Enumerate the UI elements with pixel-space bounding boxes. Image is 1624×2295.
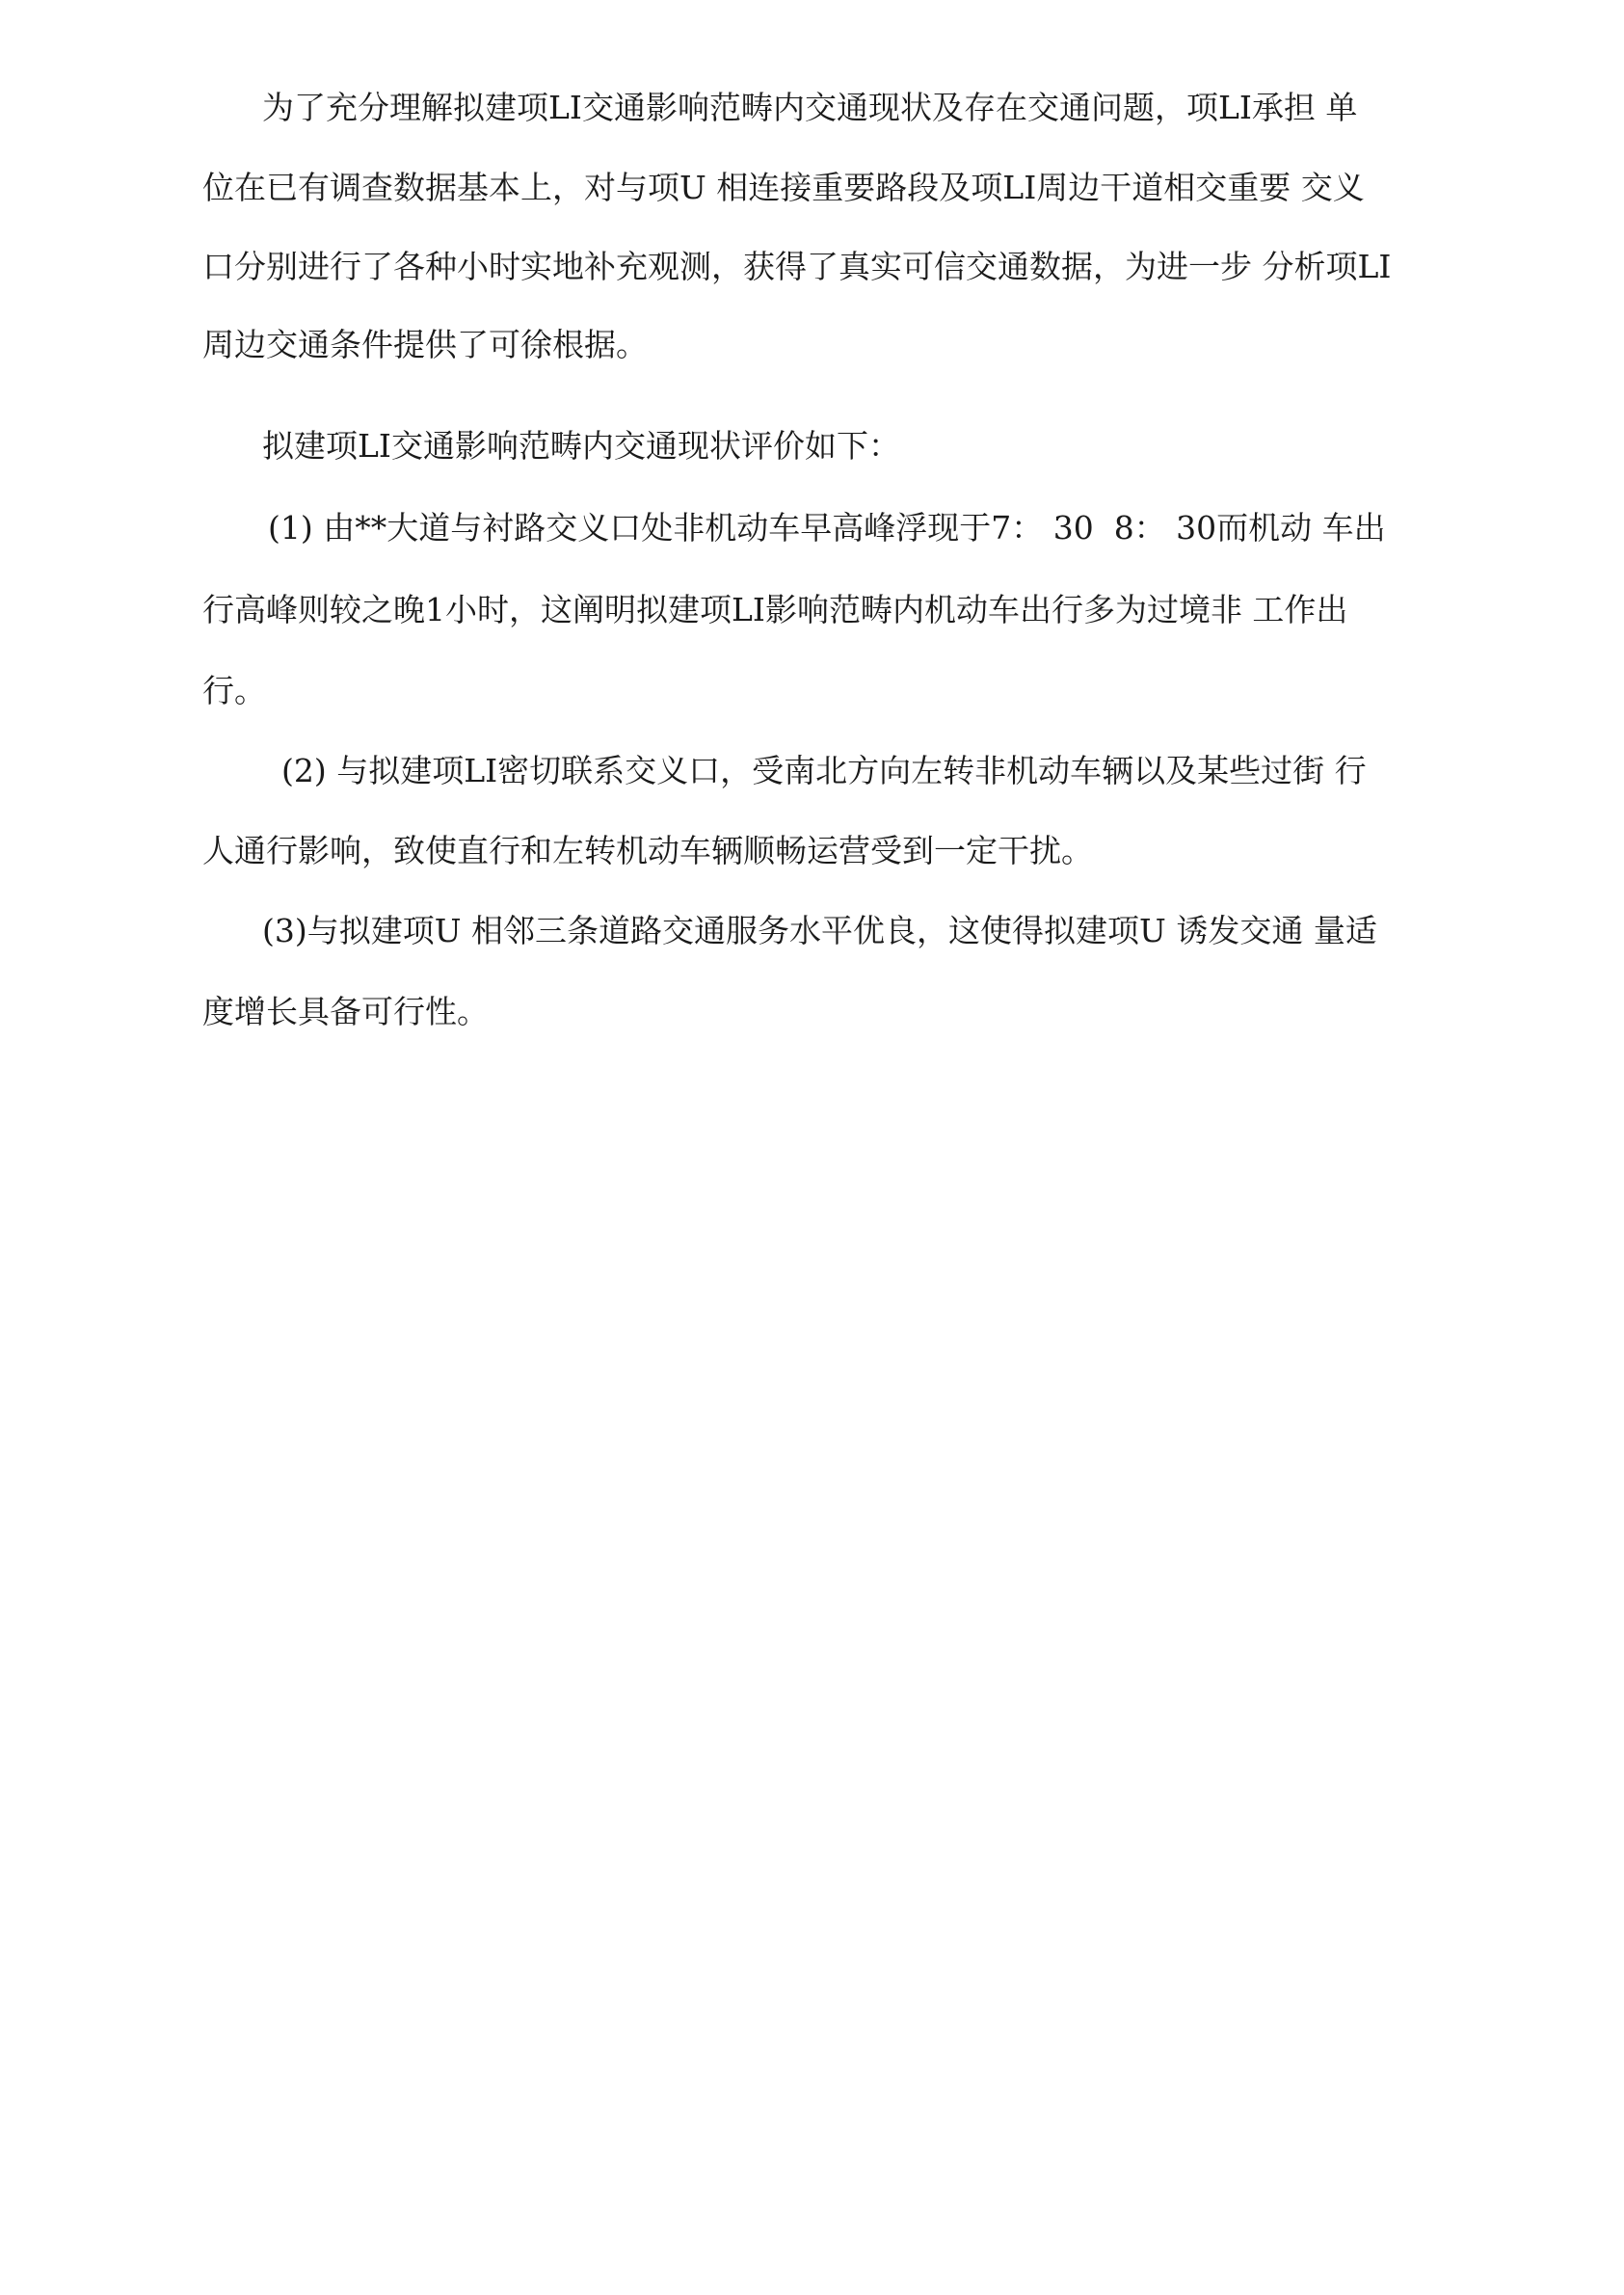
text-line: 周边交通条件提供了可徐根据。 [202,326,648,363]
text-line: 行高峰则较之晚1小时，这阐明拟建项LI影响范畴内机动车出行多为过境非 工作出 [202,591,1348,628]
text-line: 为了充分理解拟建项LI交通影响范畴内交通现状及存在交通问题，项LI承担 单 [262,89,1358,126]
text-line: 行。 [202,672,266,709]
text-line: 人通行影响，致使直行和左转机动车辆顺畅运营受到一定干扰。 [202,832,1093,869]
text-line: 拟建项LI交通影响范畴内交通现状评价如下： [262,427,900,465]
text-line: 度增长具备可行性。 [202,993,489,1030]
text-line: 口分别进行了各种小时实地补充观测，获得了真实可信交通数据，为进一步 分析项LI [202,248,1392,285]
text-line: (2) 与拟建项LI密切联系交义口，受南北方向左转非机动车辆以及某些过街 行 [281,752,1367,789]
text-line: 位在已有调查数据基本上，对与项U 相连接重要路段及项LI周边干道相交重要 交义 [202,169,1365,206]
text-line: (1) 由**大道与衬路交义口处非机动车早高峰浮现于7： 30 8： 30而机动 车出 [268,509,1386,547]
text-line: (3)与拟建项U 相邻三条道路交通服务水平优良，这使得拟建项U 诱发交通 量适 [262,912,1377,949]
